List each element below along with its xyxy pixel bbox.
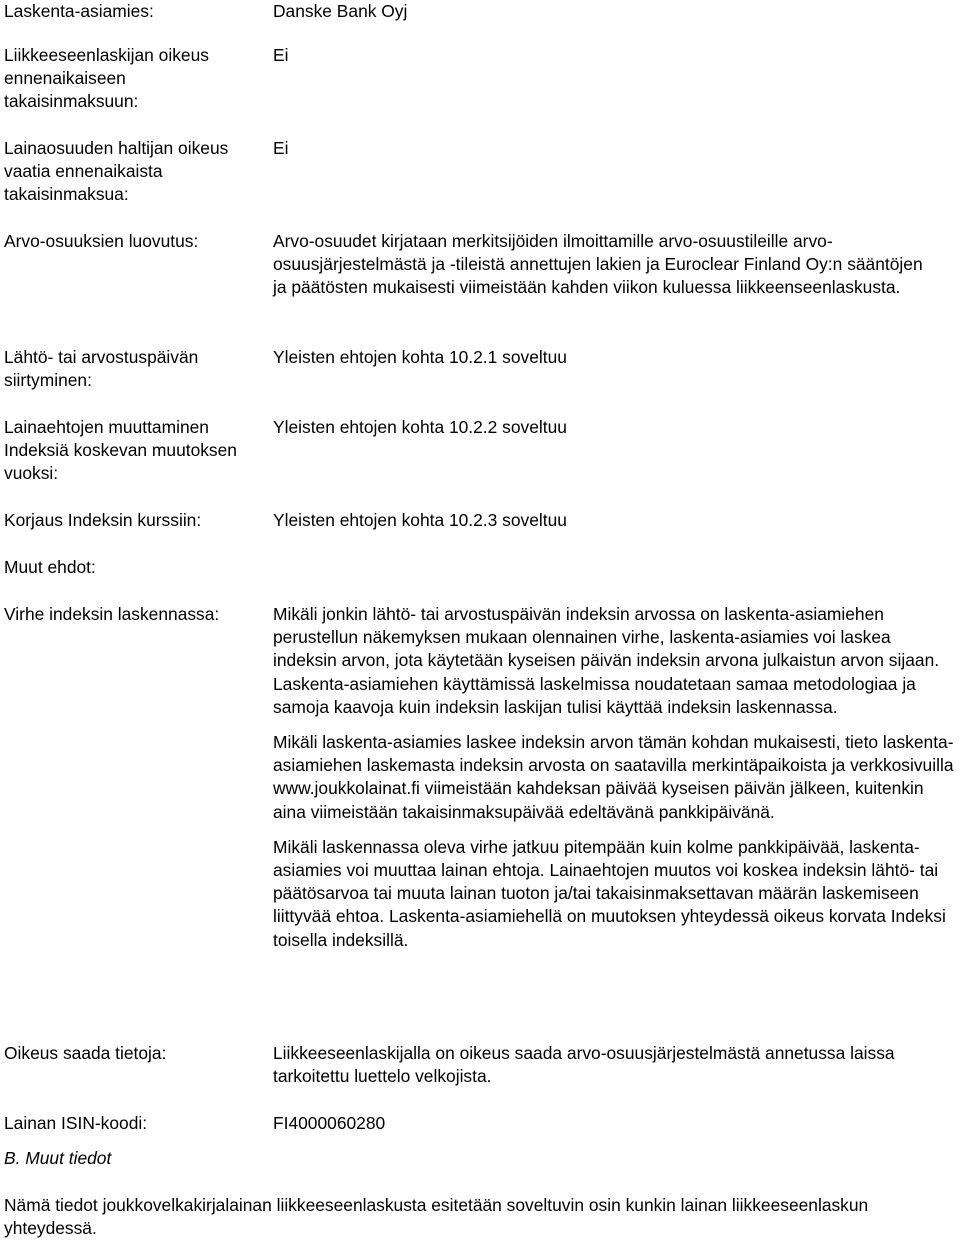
row-label-lainaosuuden-haltija: Lainaosuuden haltijan oikeus vaatia ennenaikaista takaisinmaksua: bbox=[4, 138, 229, 205]
row-label-laskenta-asiamies: Laskenta-asiamies: bbox=[4, 1, 154, 21]
row-value-arvo-osuuksien-luovutus: Arvo-osuudet kirjataan merkitsijöiden ilmoittamille arvo-osuustileille arvo-osuusjärjestelmästä ja -tileistä annettujen lakien ja Euroclear Finland Oy:n sääntöjen ja päätösten mukaisesti viimeistään kahden viikon kuluessa liikkeenseenlaskusta. bbox=[273, 231, 923, 298]
virhe-indeksin-laskennassa-text bbox=[273, 603, 959, 964]
muut-ehdot-heading: Muut ehdot: bbox=[4, 557, 96, 577]
row-label-lainaehtojen-muuttaminen: Lainaehtojen muuttaminen Indeksiä koskevan muutoksen vuoksi: bbox=[4, 417, 237, 484]
row-value-lahtopaivan-siirtyminen: Yleisten ehtojen kohta 10.2.1 soveltuu bbox=[273, 347, 567, 367]
row-label-arvo-osuuksien-luovutus: Arvo-osuuksien luovutus: bbox=[4, 231, 199, 251]
row-value-laskenta-asiamies: Danske Bank Oyj bbox=[273, 1, 408, 21]
isin-value: FI4000060280 bbox=[273, 1113, 386, 1133]
row-label-lahtopaivan-siirtyminen: Lähtö- tai arvostuspäivän siirtyminen: bbox=[4, 347, 199, 391]
isin-label: Lainan ISIN-koodi: bbox=[4, 1113, 148, 1133]
section-b-text: Nämä tiedot joukkovelkakirjalainan liikkeeseenlaskusta esitetään soveltuvin osin kunkin lainan liikkeeseenlaskun yhteydessä. bbox=[4, 1195, 869, 1239]
row-value-ennenaikainen-takaisinmaksu: Ei bbox=[273, 45, 289, 65]
oikeus-saada-tietoja-label: Oikeus saada tietoja: bbox=[4, 1043, 167, 1063]
virhe-indeksin-laskennassa-label: Virhe indeksin laskennassa: bbox=[4, 604, 220, 624]
row-value-korjaus-indeksin-kurssiin: Yleisten ehtojen kohta 10.2.3 soveltuu bbox=[273, 510, 567, 530]
oikeus-saada-tietoja-value: Liikkeeseenlaskijalla on oikeus saada arvo-osuusjärjestelmästä annetussa laissa tarkoitettu luettelo velkojista. bbox=[273, 1043, 895, 1087]
row-value-lainaehtojen-muuttaminen: Yleisten ehtojen kohta 10.2.2 soveltuu bbox=[273, 417, 567, 437]
virhe-paragraph: Mikäli laskennassa oleva virhe jatkuu pitempään kuin kolme pankkipäivää, laskenta-asiamies voi muuttaa lainan ehtoja. Lainaehtojen muutos voi koskea indeksin lähtö- tai päätösarvoa tai muuta lainan tuoton ja/tai takaisinmaksettavan määrän laskemiseen liittyvää ehtoa. Laskenta-asiamiehellä on muutoksen yhteydessä oikeus korvata Indeksi toisella indeksillä. bbox=[273, 836, 946, 950]
virhe-paragraph: Mikäli laskenta-asiamies laskee indeksin arvon tämän kohdan mukaisesti, tieto laskenta-asiamiehen laskemasta indeksin arvosta on saatavilla merkintäpaikoista ja verkkosivuilla www.joukkolainat.fi viimeistään kahdeksan päivää kyseisen päivän jälkeen, kuitenkin aina viimeistään takaisinmaksupäivää edeltävänä pankkipäivänä. bbox=[273, 732, 954, 822]
row-label-ennenaikainen-takaisinmaksu: Liikkeeseenlaskijan oikeus ennenaikaiseen takaisinmaksuun: bbox=[4, 45, 209, 112]
row-label-korjaus-indeksin-kurssiin: Korjaus Indeksin kurssiin: bbox=[4, 510, 202, 530]
row-value-lainaosuuden-haltija: Ei bbox=[273, 138, 289, 158]
virhe-paragraph: Mikäli jonkin lähtö- tai arvostuspäivän indeksin arvossa on laskenta-asiamiehen perustellun näkemyksen mukaan olennainen virhe, laskenta-asiamies voi laskea indeksin arvon, jota käytetään kyseisen päivän indeksin arvona julkaistun arvon sijaan. Laskenta-asiamiehen käyttämissä laskelmissa noudatetaan samaa metodologiaa ja samoja kaavoja kuin indeksin laskijan tulisi käyttää indeksin laskennassa. bbox=[273, 604, 940, 717]
section-b-heading: B. Muut tiedot bbox=[4, 1148, 112, 1168]
